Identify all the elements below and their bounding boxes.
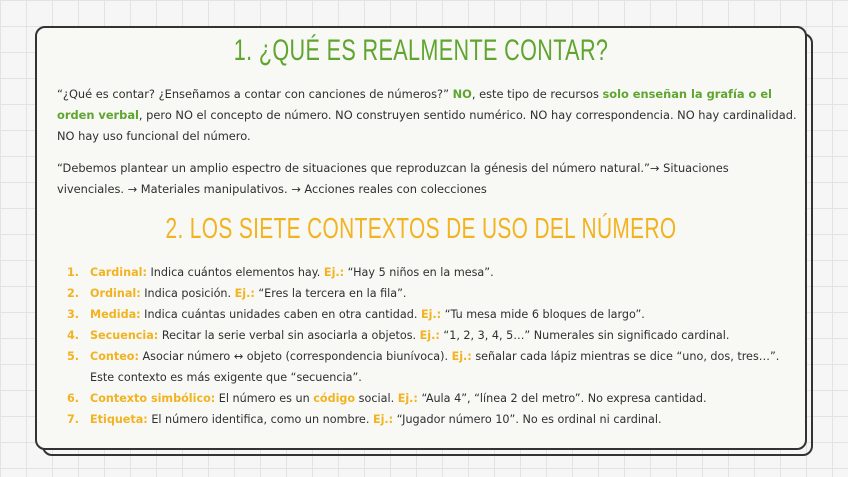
item-example-label: Ej.: xyxy=(420,308,442,321)
item-example-label: Ej.: xyxy=(451,350,472,363)
item-example: “Hay 5 niños en la mesa”. xyxy=(344,266,494,279)
content-card xyxy=(35,26,807,450)
list-item xyxy=(57,409,797,430)
item-example: señalar cada lápiz mientras se dice “uno, dos, tres…”. Este contexto es más exigente que “secuencia”. xyxy=(90,350,780,384)
item-text: Indica posición. xyxy=(140,287,235,300)
item-number: 4. xyxy=(67,329,80,342)
item-example-label: Ej.: xyxy=(419,329,440,342)
item-term: Etiqueta: xyxy=(90,413,148,426)
item-text-2: social. xyxy=(355,392,398,405)
item-number: 2. xyxy=(67,287,80,300)
item-term: Cardinal: xyxy=(90,266,147,279)
item-number: 5. xyxy=(67,350,80,363)
item-number: 6. xyxy=(67,392,80,405)
section-title-1: 1. ¿QUÉ ES REALMENTE CONTAR? xyxy=(233,34,609,67)
item-text: Recitar la serie verbal sin asociarla a objetos. xyxy=(158,329,420,342)
item-example-label: Ej.: xyxy=(323,266,345,279)
item-example: “Aula 4”, “línea 2 del metro”. No expresa cantidad. xyxy=(417,392,707,405)
item-example: “Eres la tercera en la fila”. xyxy=(254,287,407,300)
item-example-label: Ej.: xyxy=(397,392,418,405)
item-example-label: Ej.: xyxy=(372,413,394,426)
item-number: 3. xyxy=(67,308,80,321)
paragraph-1-text-c: , pero NO el concepto de número. NO construyen sentido numérico. NO hay correspondencia. NO hay cardinalidad. NO hay uso funcional del número. xyxy=(57,108,797,143)
item-text: El número identifica, como un nombre. xyxy=(147,413,373,426)
item-term: Ordinal: xyxy=(90,287,141,300)
list-item xyxy=(57,388,797,409)
section-title-2: 2. LOS SIETE CONTEXTOS DE USO DEL NÚMERO xyxy=(165,213,677,245)
item-example-label: Ej.: xyxy=(234,287,255,300)
item-code-word: código xyxy=(313,392,356,405)
item-term: Secuencia: xyxy=(90,329,159,342)
list-item xyxy=(57,346,797,388)
paragraph-1-highlight: solo enseñan la grafía o el orden verbal xyxy=(57,87,772,122)
list-item xyxy=(57,283,797,304)
list-item xyxy=(57,325,797,346)
paragraph-1-no: NO xyxy=(452,87,472,101)
paragraph-1-text-a: “¿Qué es contar? ¿Enseñamos a contar con canciones de números?” xyxy=(57,87,453,101)
list-item xyxy=(57,304,797,325)
item-example: “Jugador número 10”. No es ordinal ni cardinal. xyxy=(393,413,662,426)
item-number: 1. xyxy=(67,266,80,279)
item-text: Indica cuántos elementos hay. xyxy=(146,266,324,279)
paragraph-2: “Debemos plantear un amplio espectro de situaciones que reproduzcan la génesis del número natural.”→ Situaciones vivenciales. → Materiales manipulativos. → Acciones reales con colecciones xyxy=(57,161,729,196)
item-text: El número es un xyxy=(215,392,314,405)
item-example: “1, 2, 3, 4, 5…” Numerales sin significado cardinal. xyxy=(439,329,730,342)
item-term: Conteo: xyxy=(90,350,139,363)
paragraph-1 xyxy=(57,84,797,147)
item-text: Indica cuántas unidades caben en otra cantidad. xyxy=(140,308,421,321)
item-number: 7. xyxy=(67,413,80,426)
item-example: “Tu mesa mide 6 bloques de largo”. xyxy=(441,308,645,321)
contexts-list xyxy=(57,262,797,430)
item-term: Medida: xyxy=(90,308,141,321)
item-text: Asociar número ↔ objeto (correspondencia biunívoca). xyxy=(138,350,452,363)
item-term: Contexto simbólico: xyxy=(90,392,216,405)
list-item xyxy=(57,262,797,283)
paragraph-1-text-b: , este tipo de recursos xyxy=(471,87,603,101)
